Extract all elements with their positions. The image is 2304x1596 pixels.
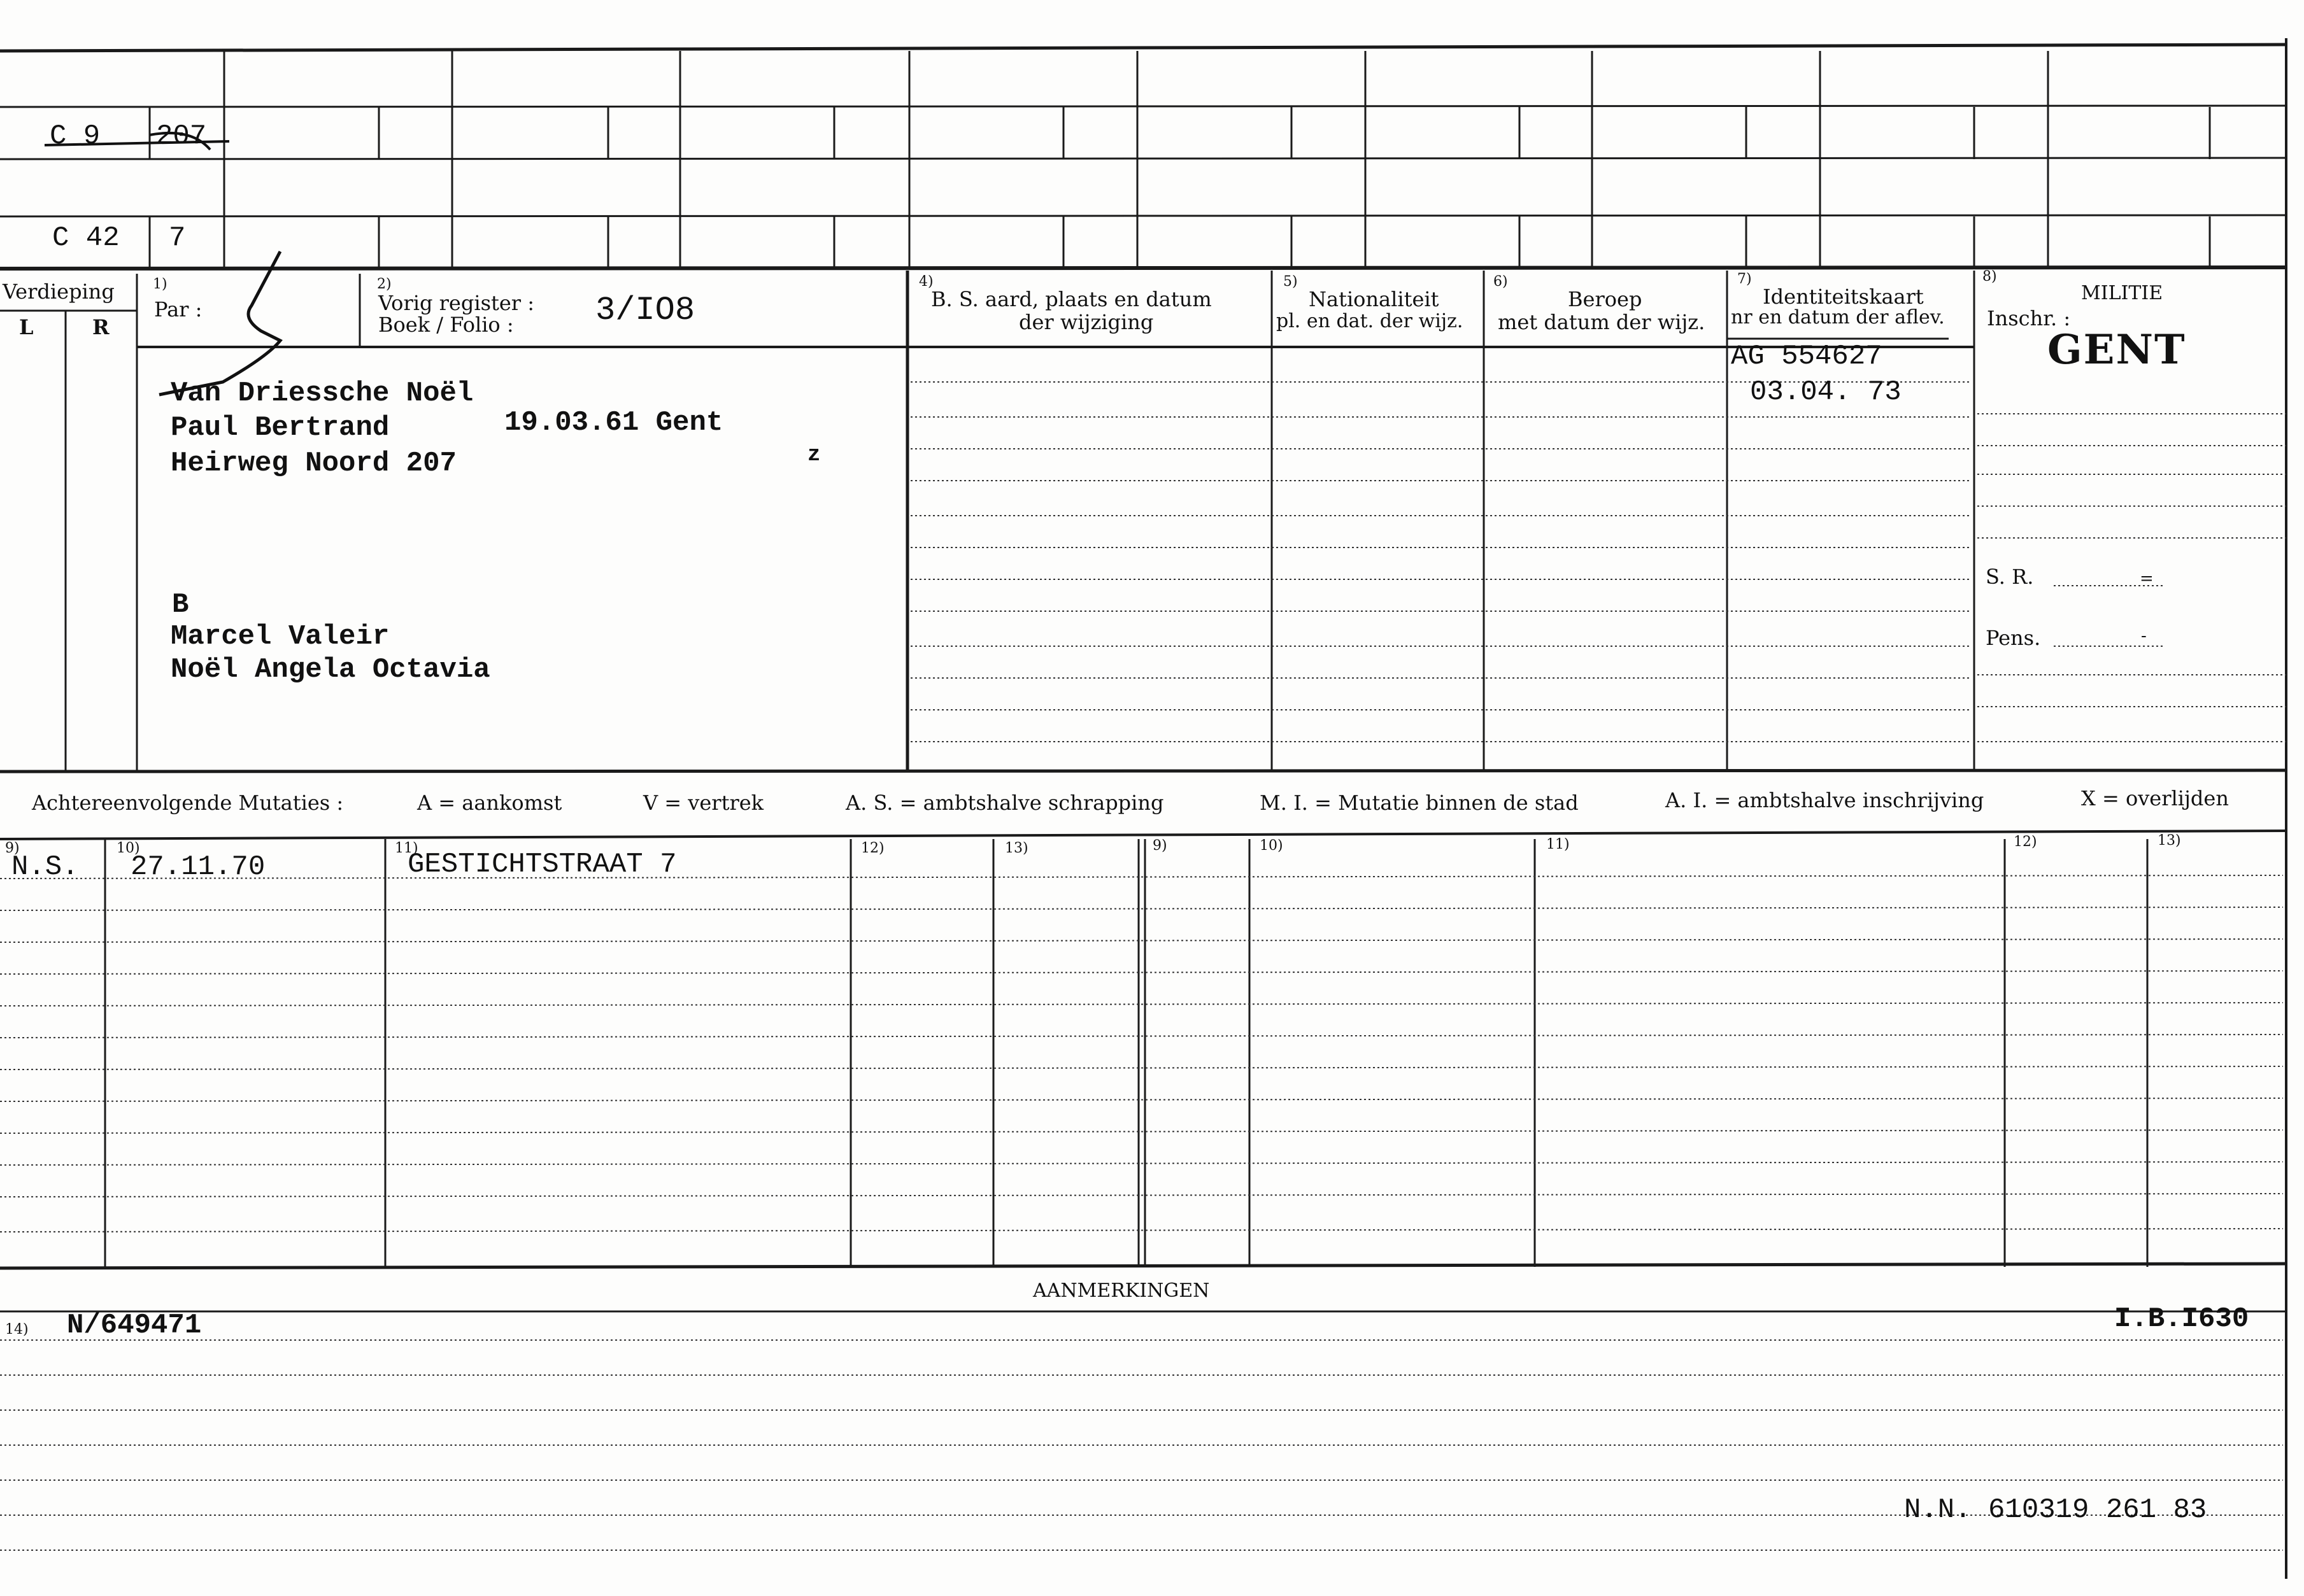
mutation-col-13-right: 13) — [2158, 833, 2181, 849]
mutation-entry-type: N.S. — [11, 851, 79, 883]
bs-header-line1: B. S. aard, plaats en datum — [931, 287, 1212, 311]
mutation-col-11-right: 11) — [1546, 837, 1570, 852]
nationaliteit-header-line1: Nationaliteit — [1309, 287, 1439, 311]
mutation-col-9-right: 9) — [1153, 838, 1167, 854]
identity-card-date: 03.04. 73 — [1750, 376, 1902, 408]
parents-marker: B — [172, 589, 189, 621]
sr-label: S. R. — [1986, 565, 2034, 589]
mutation-col-12-right: 12) — [2014, 834, 2037, 850]
mutation-entry-address: GESTICHTSTRAAT 7 — [408, 849, 677, 880]
mutation-col-13-left: 13) — [1005, 840, 1028, 856]
legend-overlijden: X = overlijden — [2081, 786, 2229, 810]
remarks-reference: N/649471 — [67, 1310, 202, 1341]
militie-stamp: GENT — [2047, 326, 2186, 374]
verdieping-l-label: L — [19, 315, 34, 339]
register-value: 3/IO8 — [595, 292, 695, 329]
bs-header-line2: der wijziging — [1019, 310, 1154, 334]
top-grid-code-1: C 9 — [50, 120, 101, 152]
field-number-14: 14) — [5, 1322, 29, 1338]
mutation-col-11-left: 11) — [395, 840, 418, 856]
mutation-col-9-left: 9) — [5, 840, 20, 856]
identity-card-number: AG 554627 — [1731, 341, 1882, 372]
verdieping-r-label: R — [92, 315, 110, 339]
mutation-col-10-right: 10) — [1260, 838, 1283, 854]
field-number-6: 6) — [1493, 274, 1508, 290]
national-number: N.N. 610319 261 83 — [1904, 1494, 2207, 1526]
beroep-header-line2: met datum der wijz. — [1498, 310, 1705, 334]
remarks-ib-number: I.B.I630 — [2114, 1303, 2249, 1335]
verdieping-label: Verdieping — [3, 279, 115, 304]
field-number-1: 1) — [153, 276, 167, 292]
legend-title: Achtereenvolgende Mutaties : — [32, 791, 344, 815]
field-number-7: 7) — [1737, 271, 1752, 287]
beroep-header-line1: Beroep — [1568, 287, 1642, 311]
person-address: Heirweg Noord 207 — [171, 448, 457, 479]
par-label: Par : — [154, 297, 203, 321]
legend-ambtshalve-schrapping: A. S. = ambtshalve schrapping — [846, 791, 1164, 815]
militie-label: MILITIE — [2081, 282, 2163, 304]
field-number-8: 8) — [1982, 269, 1997, 285]
top-grid-code-2: C 42 — [52, 222, 120, 254]
identiteitskaart-header-line2: nr en datum der aflev. — [1731, 306, 1945, 328]
person-name-line2: Paul Bertrand — [171, 412, 390, 444]
mother-name: Noël Angela Octavia — [171, 654, 490, 686]
pens-label: Pens. — [1986, 626, 2041, 650]
legend-ambtshalve-inschrijving: A. I. = ambtshalve inschrijving — [1665, 788, 1984, 812]
person-name-line1: Van Driessche Noël — [171, 378, 474, 409]
boek-folio-label: Boek / Folio : — [378, 313, 514, 337]
person-birth: 19.03.61 Gent — [504, 407, 723, 439]
legend-mutatie-binnen-stad: M. I. = Mutatie binnen de stad — [1260, 791, 1579, 815]
top-grid-number-1: 207 — [156, 120, 207, 152]
mutation-col-10-left: 10) — [117, 840, 140, 856]
field-number-4: 4) — [919, 274, 934, 290]
mutation-entry-date: 27.11.70 — [131, 851, 266, 883]
legend-aankomst: A = aankomst — [417, 791, 562, 815]
identiteitskaart-header-line1: Identiteitskaart — [1763, 285, 1924, 309]
pens-value: - — [2141, 626, 2147, 646]
field-number-5: 5) — [1283, 274, 1298, 290]
vorig-register-label: Vorig register : — [378, 291, 535, 315]
mutation-col-12-left: 12) — [861, 840, 885, 856]
father-name: Marcel Valeir — [171, 621, 390, 653]
legend-vertrek: V = vertrek — [643, 791, 764, 815]
top-grid-number-2: 7 — [169, 222, 186, 254]
person-marker: z — [807, 443, 821, 467]
sr-value: = — [2140, 569, 2154, 588]
nationaliteit-header-line2: pl. en dat. der wijz. — [1276, 310, 1463, 332]
aanmerkingen-title: AANMERKINGEN — [1033, 1280, 1210, 1302]
field-number-2: 2) — [377, 276, 392, 292]
inschr-label: Inschr. : — [1987, 306, 2071, 330]
handwritten-mark — [159, 251, 280, 395]
